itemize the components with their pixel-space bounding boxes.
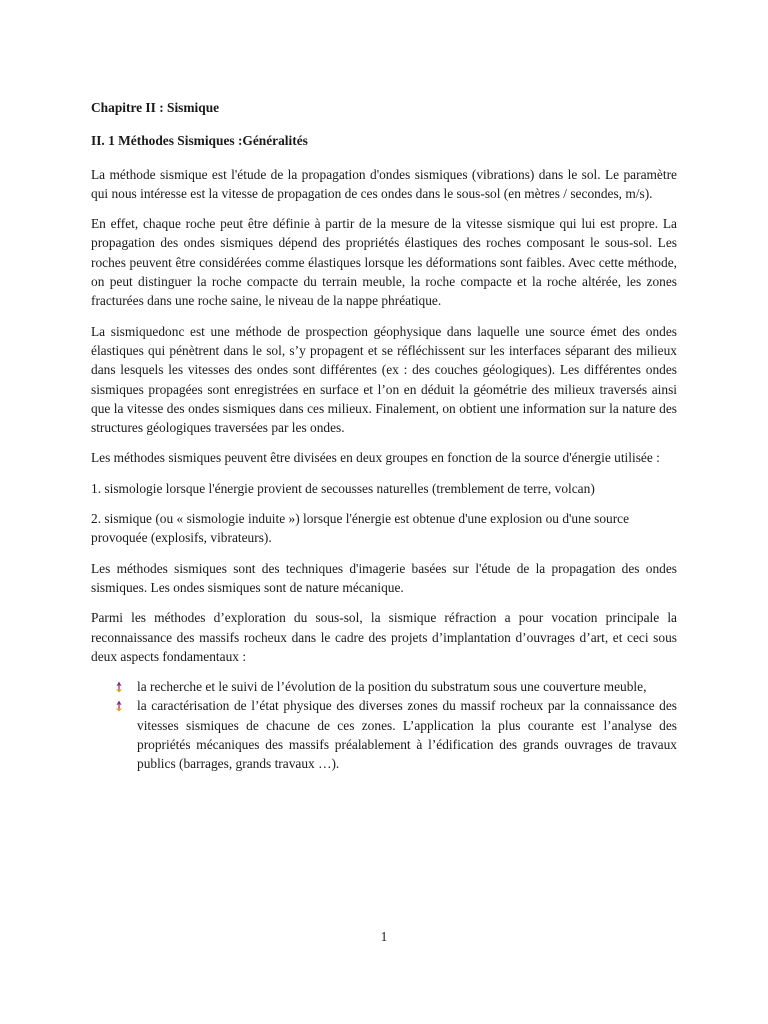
paragraph-seismic-method: La sismiquedonc est une méthode de prospection géophysique dans laquelle une source émet des ondes élastiques qui pénètrent dans le sol, s’y propagent et se réfléchissent sur les interfaces séparant des milieux dans lesquels les vitesses des ondes sont différentes (ex : des couches géologiques). Les différentes ondes sismiques propagées sont enregistrées en surface et l’on en déduit la géométrie des milieux traversés ainsi que la vitesse des ondes sismiques dans ces milieux. Finalement, on obtient une information sur la nature des structures géologiques traversées par les ondes.	[91, 323, 677, 436]
bullet-text: la caractérisation de l’état physique des diverses zones du massif rocheux par la connaissance des vitesses sismiques de chacune de ces zones. L’application la plus courante est l’analyse des propriétés mécaniques des massifs préalablement à l’édification des grands ouvrages de travaux publics (barrages, grands travaux …).	[137, 698, 677, 772]
paragraph-imaging: Les méthodes sismiques sont des techniques d'imagerie basées sur l'étude de la propagation des ondes sismiques. Les ondes sismiques sont de nature mécanique.	[91, 560, 677, 595]
paragraph-item-2: 2. sismique (ou « sismologie induite ») lorsque l'énergie est obtenue d'une explosion ou d'une source provoquée (explosifs, vibrateurs).	[91, 511, 630, 546]
bullet-list	[91, 677, 677, 773]
paragraph-item-1: 1. sismologie lorsque l'énergie provient de secousses naturelles (tremblement de terre, volcan)	[91, 480, 595, 496]
page-number: 1	[380, 929, 388, 944]
chapter-title: Chapitre II : Sismique	[91, 100, 220, 115]
paragraph-intro: La méthode sismique est l'étude de la propagation d'ondes sismiques (vibrations) dans le sol. Le paramètre qui nous intéresse est la vitesse de propagation de ces ondes dans le sous-sol (en mètres / secondes, m/s).	[91, 166, 677, 201]
pushpin-bullet-icon	[113, 700, 125, 712]
paragraph-refraction: Parmi les méthodes d’exploration du sous-sol, la sismique réfraction a pour vocation principale la reconnaissance des massifs rocheux dans le cadre des projets d’implantation d’ouvrages d’art, et ceci sous deux aspects fondamentaux :	[91, 610, 677, 664]
section-title: II. 1 Méthodes Sismiques :Généralités	[91, 133, 308, 149]
list-item	[91, 677, 677, 696]
bullet-text: la recherche et le suivi de l’évolution de la position du substratum sous une couverture meuble,	[137, 679, 647, 695]
paragraph-groups: Les méthodes sismiques peuvent être divisées en deux groupes en fonction de la source d'énergie utilisée :	[91, 450, 660, 466]
document-page	[91, 98, 677, 774]
paragraph-rock-velocity: En effet, chaque roche peut être définie à partir de la mesure de la vitesse sismique qui lui est propre. La propagation des ondes sismiques dépend des propriétés élastiques des roches composant le sous-sol. Les roches peuvent être considérées comme élastiques lorsque les déformations sont faibles. Avec cette méthode, on peut distinguer la roche compacte du terrain meuble, la roche compacte et la roche altérée, les zones fracturées dans une roche saine, le niveau de la nappe phréatique.	[91, 216, 677, 309]
list-item	[91, 696, 677, 773]
pushpin-bullet-icon	[113, 681, 125, 693]
